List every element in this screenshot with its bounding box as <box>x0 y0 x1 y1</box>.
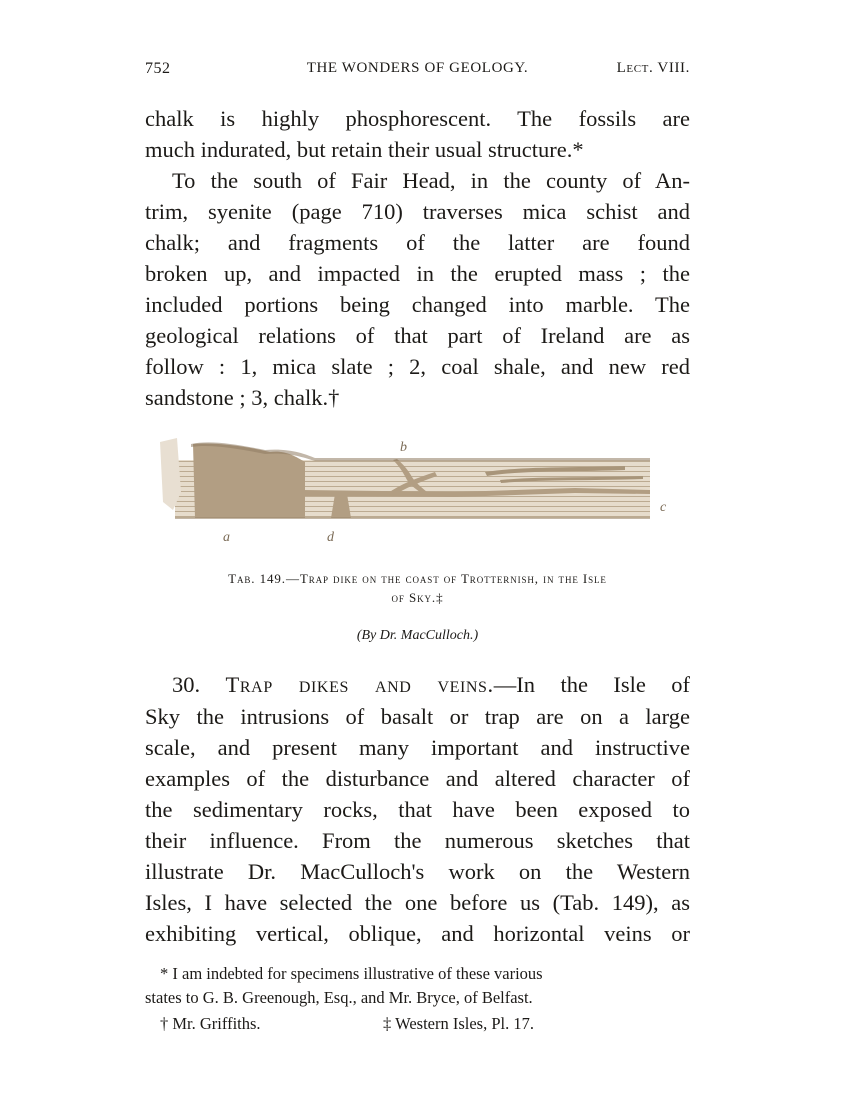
text-line: follow : 1, mica slate ; 2, coal shale, and new red <box>145 354 690 379</box>
footnote-star-cont: states to G. B. Greenough, Esq., and Mr. Bryce, of Belfast. <box>145 988 533 1007</box>
section-number: 30. <box>172 672 201 697</box>
footnote-double-dagger: ‡ Western Isles, Pl. 17. <box>383 1014 534 1033</box>
running-header <box>145 60 690 84</box>
figure-label-d: d <box>327 530 334 545</box>
figure-label-c: c <box>660 500 667 515</box>
text-line: the sedimentary rocks, that have been exposed to <box>145 797 690 822</box>
text-line: trim, syenite (page 710) traverses mica schist and <box>145 199 690 224</box>
text-line: sandstone ; 3, chalk.† <box>145 385 340 410</box>
figure-label-a: a <box>223 530 230 545</box>
lecture-label: Lect. VIII. <box>616 60 690 76</box>
figure-credit: (By Dr. MacCulloch.) <box>356 628 479 643</box>
text-line: illustrate Dr. MacCulloch's work on the Western <box>145 859 690 884</box>
text-line: scale, and present many important and instructive <box>145 735 690 760</box>
text-line: their influence. From the numerous sketches that <box>145 828 690 853</box>
trap-dike-illustration <box>155 432 675 552</box>
figure-caption-line: of Sky.‡ <box>391 590 444 605</box>
section-heading-line <box>172 670 690 700</box>
section-first-line: —In the Isle of <box>493 672 690 697</box>
section-heading: Trap dikes and veins. <box>225 672 494 697</box>
text-line: exhibiting vertical, oblique, and horizontal veins or <box>145 921 690 946</box>
text-line: Isles, I have selected the one before us (Tab. 149), as <box>145 890 690 915</box>
figure-label-b: b <box>400 440 407 455</box>
trap-dike-figure <box>155 432 675 552</box>
text-line: included portions being changed into marble. The <box>145 292 690 317</box>
trap-mass <box>193 443 305 518</box>
running-title: THE WONDERS OF GEOLOGY. <box>306 60 529 76</box>
figure-caption-line: Tab. 149.—Trap dike on the coast of Trotternish, in the Isle <box>228 571 607 586</box>
text-line: Sky the intrusions of basalt or trap are on a large <box>145 704 690 729</box>
footnote-dagger: † Mr. Griffiths. <box>160 1014 261 1033</box>
text-line: examples of the disturbance and altered character of <box>145 766 690 791</box>
text-line: much indurated, but retain their usual structure.* <box>145 137 584 162</box>
footnote-star: * I am indebted for specimens illustrative of these various <box>160 964 543 983</box>
page-number: 752 <box>145 60 171 77</box>
text-line: chalk; and fragments of the latter are found <box>145 230 690 255</box>
text-line: chalk is highly phosphorescent. The fossils are <box>145 106 690 131</box>
text-line: geological relations of that part of Ireland are as <box>145 323 690 348</box>
text-line: To the south of Fair Head, in the county of An- <box>172 168 690 193</box>
text-line: broken up, and impacted in the erupted mass ; the <box>145 261 690 286</box>
